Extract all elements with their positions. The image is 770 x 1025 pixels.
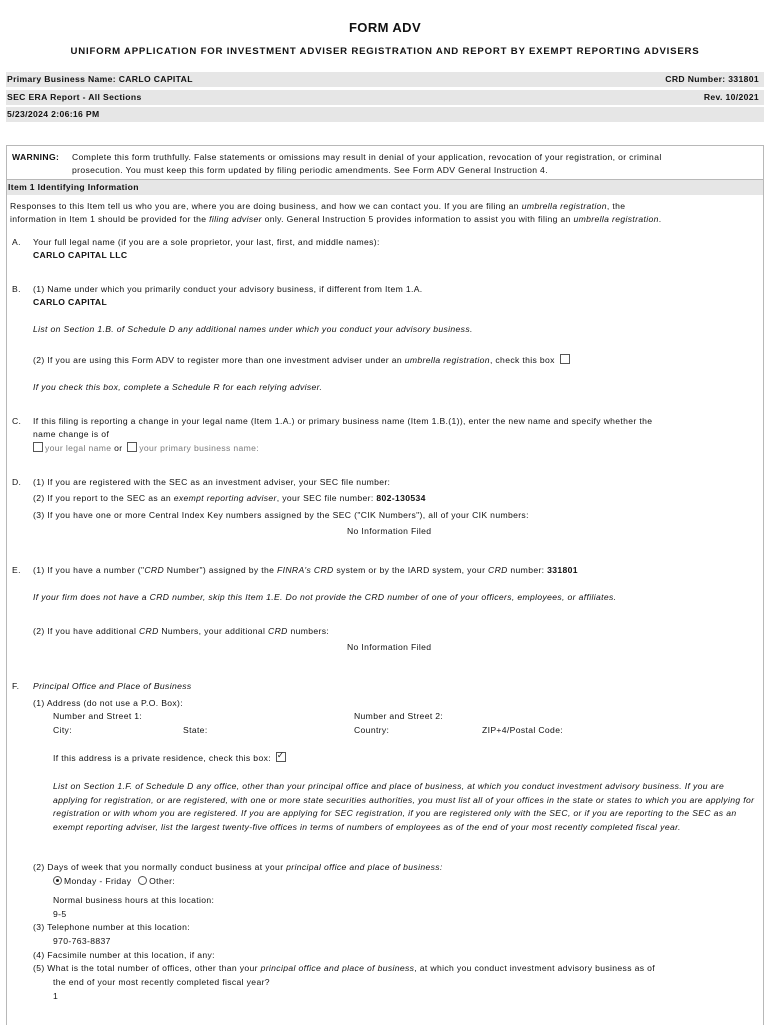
- fax-label: (4) Facsimile number at this location, if any:: [33, 950, 215, 960]
- header-row-business: [6, 72, 764, 87]
- warning-line-1: Complete this form truthfully. False statements or omissions may result in denial of your application, revocation of your registration, or criminal: [72, 152, 662, 162]
- crd-number: CRD Number: 331801: [665, 74, 759, 84]
- item1-intro-line2: information in Item 1 should be provided for the filing adviser only. General Instruction 5 provides information to assist you with filing an umbrella registration.: [10, 214, 662, 224]
- city-label: City:: [53, 725, 72, 735]
- item-b-letter: B.: [12, 284, 21, 294]
- item-e-line2: (2) If you have additional CRD Numbers, your additional CRD numbers:: [33, 626, 330, 636]
- item1-heading: Item 1 Identifying Information: [8, 182, 139, 192]
- hours-label: Normal business hours at this location:: [53, 895, 215, 905]
- item1-heading-bar: [7, 180, 763, 195]
- sec-file-number: 802-130534: [376, 493, 426, 503]
- state-label: State:: [183, 725, 208, 735]
- country-label: Country:: [354, 725, 390, 735]
- item-f-days-question: (2) Days of week that you normally conduct business at your principal office and place of business:: [33, 862, 443, 872]
- header-row-report: [6, 90, 764, 105]
- warning-line-2: prosecution. You must keep this form updated by filing periodic amendments. See Form ADV General Instruction 4.: [72, 165, 548, 175]
- report-type: SEC ERA Report - All Sections: [7, 92, 142, 102]
- header-row-timestamp: [6, 107, 764, 122]
- item-d-line3: (3) If you have one or more Central Index Key numbers assigned by the SEC ("CIK Numbers"), all of your CIK numbers:: [33, 510, 529, 520]
- item-f-schedule-note: List on Section 1.F. of Schedule D any office, other than your principal office and place of business, at which you conduct investment advisory business. If you are applying for registration, or are registered, with one or more state securities authorities, you must list all of your offices in the state or states to which you are applying for registration or with whom you are registered. If you are applying for SEC registration, if you are registered only with the SEC, or if you are reporting to the SEC as an exempt reporting adviser, list the largest twenty-five offices in terms of numbers of employees as of the end of your most recently completed fiscal year.: [53, 781, 755, 832]
- item-d-line1: (1) If you are registered with the SEC as an investment adviser, your SEC file number:: [33, 477, 391, 487]
- item-d-letter: D.: [12, 477, 22, 487]
- item-b-note1: List on Section 1.B. of Schedule D any additional names under which you conduct your advisory business.: [33, 324, 473, 334]
- private-residence-checkbox[interactable]: [276, 752, 286, 762]
- item1-intro-line1: Responses to this Item tell us who you are, where you are doing business, and how we can contact you. If you are filing an umbrella registration, the: [10, 201, 626, 211]
- item-b-q2: (2) If you are using this Form ADV to register more than one investment adviser under an umbrella registration, check this box: [33, 354, 572, 365]
- monday-friday-radio[interactable]: [53, 876, 62, 885]
- item-d-line2: (2) If you report to the SEC as an exempt reporting adviser, your SEC file number: 802-130534: [33, 493, 426, 503]
- form-title: FORM ADV: [348, 20, 422, 35]
- phone-label: (3) Telephone number at this location:: [33, 922, 190, 932]
- private-residence-row: If this address is a private residence, check this box: ✓: [53, 752, 288, 763]
- item-a-answer: CARLO CAPITAL LLC: [33, 250, 128, 260]
- offices-question-line2: the end of your most recently completed fiscal year?: [53, 977, 270, 987]
- item-b-q1: (1) Name under which you primarily conduct your advisory business, if different from Item 1.A.: [33, 284, 423, 294]
- item-b-a1: CARLO CAPITAL: [33, 297, 108, 307]
- other-days-radio[interactable]: [138, 876, 147, 885]
- crd-number-value: 331801: [547, 565, 578, 575]
- item-f-address-label: (1) Address (do not use a P.O. Box):: [33, 698, 184, 708]
- offices-value: 1: [53, 991, 59, 1001]
- primary-business-name: Primary Business Name: CARLO CAPITAL: [7, 74, 193, 84]
- warning-box: [6, 145, 764, 181]
- item-f-heading: Principal Office and Place of Business: [33, 681, 192, 691]
- item-f-letter: F.: [12, 681, 20, 691]
- item-e-note: If your firm does not have a CRD number, skip this Item 1.E. Do not provide the CRD number of one of your officers, employees, or affiliates.: [33, 592, 617, 602]
- form-subtitle: UNIFORM APPLICATION FOR INVESTMENT ADVISER REGISTRATION AND REPORT BY EXEMPT REPORTING ADVISERS: [70, 46, 700, 57]
- hours-value: 9-5: [53, 909, 67, 919]
- item-a-question: Your full legal name (if you are a sole proprietor, your last, first, and middle names):: [33, 237, 380, 247]
- item-e-line1: (1) If you have a number ("CRD Number") assigned by the FINRA's CRD system or by the IARD system, your CRD number: 331801: [33, 565, 578, 575]
- legal-name-checkbox[interactable]: [33, 442, 43, 452]
- umbrella-checkbox[interactable]: [560, 354, 570, 364]
- item-a-letter: A.: [12, 237, 21, 247]
- item-e-letter: E.: [12, 565, 21, 575]
- street2-label: Number and Street 2:: [354, 711, 444, 721]
- item-b-note2: If you check this box, complete a Schedule R for each relying adviser.: [33, 382, 323, 392]
- business-name-checkbox[interactable]: [127, 442, 137, 452]
- additional-crd-value: No Information Filed: [347, 642, 432, 652]
- item-c-line1: If this filing is reporting a change in your legal name (Item 1.A.) or primary business name (Item 1.B.(1)), enter the new name and specify whether the: [33, 416, 653, 426]
- offices-question: (5) What is the total number of offices, other than your principal office and place of business, at which you conduct investment advisory business as of: [33, 963, 655, 973]
- street1-label: Number and Street 1:: [53, 711, 143, 721]
- item-c-options: your legal name or your primary business name:: [31, 442, 259, 453]
- item-f-days-options: Monday - Friday Other:: [53, 876, 175, 886]
- warning-label: WARNING:: [12, 152, 60, 162]
- zip-label: ZIP+4/Postal Code:: [482, 725, 564, 735]
- timestamp: 5/23/2024 2:06:16 PM: [7, 109, 100, 119]
- revision: Rev. 10/2021: [703, 92, 759, 102]
- item-c-line2: name change is of: [33, 429, 110, 439]
- item1-section: [6, 179, 764, 1025]
- item-c-letter: C.: [12, 416, 22, 426]
- phone-value: 970-763-8837: [53, 936, 111, 946]
- cik-numbers-value: No Information Filed: [347, 526, 432, 536]
